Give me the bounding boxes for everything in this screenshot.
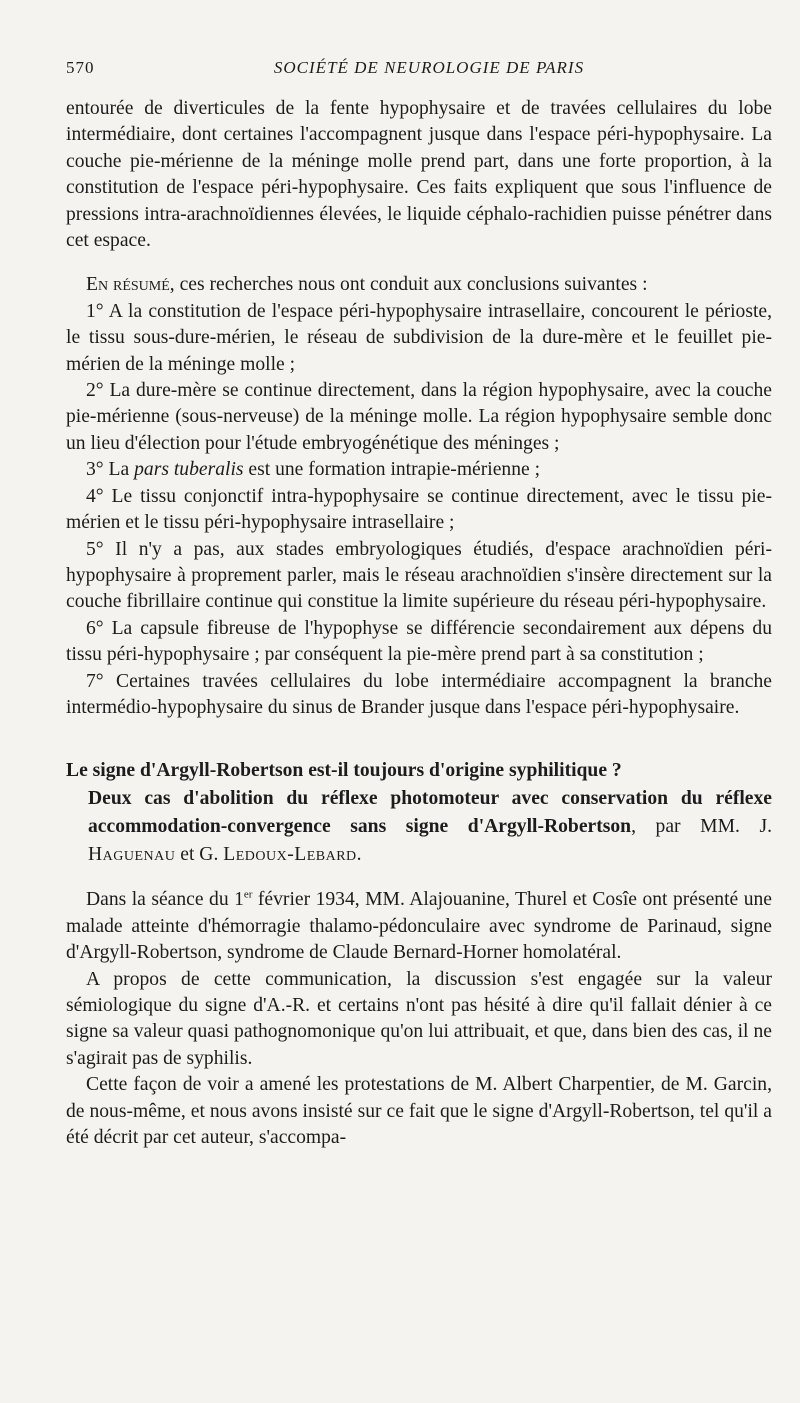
summary-point: 6° La capsule fibreuse de l'hypophyse se différencie secondairement aux dépens du tissu péri-hypophysaire ; par conséquent la pie-mère prend part à sa constitution ; [66,617,772,666]
summary-point: 5° Il n'y a pas, aux stades embryologiques étudiés, d'espace arachnoïdien péri-hypophysaire à proprement parler, mais le réseau arachnoïdien s'insère directement sur la couche fibrillaire continue qui constitue la limite supérieure du réseau péri-hypophysaire. [66,538,772,613]
document-page [66,58,772,1151]
author-ledoux-lebard: Ledoux-Lebard [223,844,357,866]
summary-point: 3° La pars tuberalis est une formation intrapie-mérienne ; [86,459,541,481]
summary-lead-word: En résumé [86,274,170,296]
summary-point: 1° A la constitution de l'espace péri-hypophysaire intrasellaire, concourent le périoste, le tissu sous-dure-mérien, le réseau de subdivision de la dure-mère et le feuillet pie-mérien de la méninge molle ; [66,300,772,375]
article-byline: , par MM. J. Haguenau et G. Ledoux-Lebard. [88,816,772,866]
page-number: 570 [66,58,95,77]
article-paragraph: Dans la séance du 1er février 1934, MM. Alajouanine, Thurel et Cosîe ont présenté une malade atteinte d'hémorragie thalamo-pédonculaire avec syndrome de Parinaud, signe d'Argyll-Robertson, syndrome de Claude Bernard-Horner homolatéral. [66,888,772,964]
summary-lead-rest: , ces recherches nous ont conduit aux conclusions suivantes : [169,274,648,296]
summary-point: 7° Certaines travées cellulaires du lobe intermédiaire accompagnent la branche intermédio-hypophysaire du sinus de Brander jusque dans l'espace péri-hypophysaire. [66,670,772,718]
summary-point: 2° La dure-mère se continue directement, dans la région hypophysaire, avec la couche pie-mérienne (sous-nerveuse) de la méninge molle. La région hypophysaire semble donc un lieu d'élection pour l'étude embryogénétique des méninges ; [66,380,772,454]
running-title: SOCIÉTÉ DE NEUROLOGIE DE PARIS [273,58,585,77]
author-haguenau: Haguenau [88,844,176,866]
article-heading [66,757,772,869]
article-subtitle: Deux cas d'abolition du réflexe photomoteur avec conservation du réflexe accommodation-convergence sans signe d'Argyll-Robertson [88,788,772,838]
summary-lead [66,272,772,298]
summary-point: 4° Le tissu conjonctif intra-hypophysaire se continue directement, avec le tissu pie-mérien et le tissu péri-hypophysaire intrasellaire ; [66,485,772,534]
article-title: Le signe d'Argyll-Robertson est-il toujours d'origine syphilitique ? [66,760,622,782]
page-header [66,58,772,78]
article-subtitle-block [66,785,772,869]
intro-paragraph: entourée de diverticules de la fente hypophysaire et de travées cellulaires du lobe intermédiaire, dont certaines l'accompagnent jusque dans l'espace péri-hypophysaire. La couche pie-mérienne de la méninge molle prend part, dans une forte proportion, à la constitution de l'espace péri-hypophysaire. Ces faits expliquent que sous l'influence de pressions intra-arachnoïdiennes élevées, le liquide céphalo-rachidien puisse pénétrer dans cet espace. [66,98,772,252]
article-paragraph: A propos de cette communication, la discussion s'est engagée sur la valeur sémiologique du signe d'A.-R. et certains n'ont pas hésité à dire qu'il fallait dénier à ce signe sa valeur quasi pathognomonique qu'on lui attribuait, et que, dans bien des cas, il ne s'agirait pas de syphilis. [66,968,772,1069]
pars-tuberalis-term: pars tuberalis [134,459,244,481]
article-paragraph: Cette façon de voir a amené les protestations de M. Albert Charpentier, de M. Garcin, de nous-même, et nous avons insisté sur ce fait que le signe d'Argyll-Robertson, tel qu'il a été décrit par cet auteur, s'accompa- [66,1074,772,1148]
